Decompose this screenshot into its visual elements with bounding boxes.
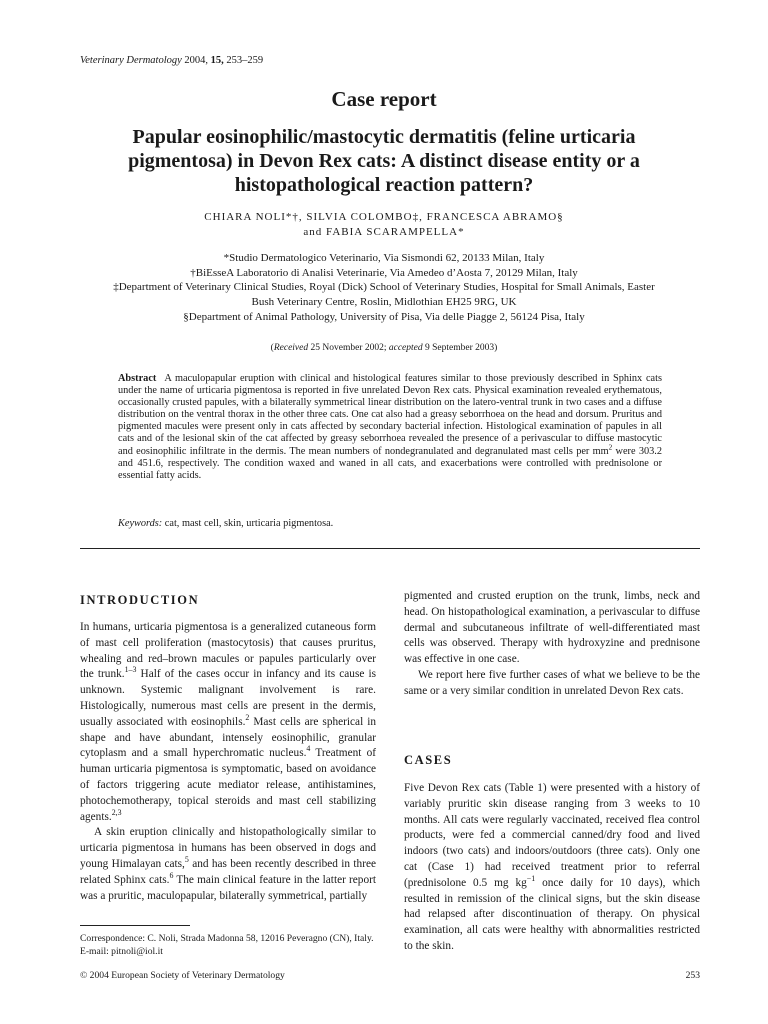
intro-text: A skin eruption clinically and histopathologically similar to urticaria pigmentosa in humans has been observed in dogs and young Himalayan cats, [80, 826, 376, 870]
page-number: 253 [685, 970, 700, 981]
intro-text: Half of the cases occur in infancy and its cause is unknown. Systemic malignant involvement is rare. Histologically, numerous mast cells are present in the dermis, usually associated with eosinophils. [80, 668, 377, 728]
intro-text: Treatment of human urticaria pigmentosa is symptomatic, based on avoidance of factors triggering acute mediator release, antihistamines, photochemotherapy, topical steroids and mast cell stabilizing agents. [80, 747, 376, 823]
introduction-continued [404, 589, 700, 700]
abstract-text: A maculopapular eruption with clinical and histological features similar to those previously described in Sphinx cats under the name of urticaria pigmentosa is reported in five unrelated Devon Rex cats. Physical examination revealed erythematous, occasionally crusted papules, with a bilaterally symmetrical linear distribution on the latero-ventral trunk in two cases and a diffuse distribution on the ventral thorax in the other three cats. One cat also had a greasy seborrhoea on the head and dorsum. Pruritus and pigmented macules were present only in cats affected by secondary bacterial infection. Histological examination of papules in all cats and of the lesional skin of the cat affected by greasy seborrhoea revealed the presence of a perivascular to diffuse mastocytic and eosinophilic infiltrate in the dermis. The mean numbers of nondegranulated and degranulated mast cells per mm [118, 373, 662, 457]
intro-text: The main clinical feature in the latter report was a pruritic, maculopapular, bilaterally symmetrical, partially [80, 873, 376, 902]
abstract-label: Abstract [118, 373, 157, 384]
authors-line-1: CHIARA NOLI*†, SILVIA COLOMBO‡, FRANCESCA ABRAMO§ [204, 211, 564, 223]
intro-text: Mast cells are spherical in shape and have abundant, intensely eosinophilic, granular cytoplasm and a small hyperchromatic nucleus. [80, 715, 376, 760]
journal-year: 2004, [184, 55, 209, 66]
intro-text: and has been recently described in three related Sphinx cats. [80, 857, 376, 886]
unit-sup: −1 [526, 874, 536, 884]
citation-sup: 5 [184, 855, 189, 865]
section-divider [80, 548, 700, 549]
authors-line-2: and FABIA SCARAMPELLA* [303, 226, 465, 238]
cases-paragraph-1 [404, 781, 700, 955]
abstract [118, 373, 662, 482]
article-title: Papular eosinophilic/mastocytic dermatitis (feline urticaria pigmentosa) in Devon Rex cats: A distinct disease entity or a histopathological reaction pattern? [128, 126, 640, 196]
received-label: Received [273, 343, 309, 353]
affiliation: §Department of Animal Pathology, University of Pisa, Via delle Piagge 2, 56124 Pisa, Italy [183, 310, 585, 323]
copyright-notice: © 2004 European Society of Veterinary Dermatology [80, 970, 285, 981]
cases-text: once daily for 10 days), which resulted in remission of the clinical signs, but the skin disease had relapsed after discontinuation of therapy. On physical examination, all cats were healthy with abnormalities restricted to the skin. [404, 876, 700, 952]
journal-name: Veterinary Dermatology [80, 55, 182, 66]
citation-sup: 1–3 [124, 665, 137, 675]
accepted-date: 9 September [425, 343, 473, 353]
correspondence-note: Correspondence: C. Noli, Strada Madonna 58, 12016 Peveragno (CN), Italy. E-mail: pitnoli@iol.it [80, 933, 374, 957]
abstract-text-end: were 303.2 and 451.6, respectively. The condition waxed and waned in all cats, and exacerbations were controlled with prednisolone or essential fatty acids. [118, 445, 663, 481]
introduction-heading: INTRODUCTION [80, 593, 200, 607]
cases-column [404, 781, 700, 955]
keywords-text: cat, mast cell, skin, urticaria pigmentosa. [162, 518, 334, 529]
citation-sup: 6 [169, 870, 174, 880]
intro-paragraph-3: We report here five further cases of what we believe to be the same or a very similar condition in unrelated Devon Rex cats. [404, 668, 700, 697]
accepted-year: 2003) [475, 343, 498, 353]
journal-pages: 253–259 [226, 55, 264, 66]
section-label: Case report [331, 87, 437, 111]
accepted-label: accepted [388, 343, 423, 353]
footnote-divider [80, 925, 190, 926]
journal-volume: 15, [210, 55, 224, 66]
intro-text: In humans, urticaria pigmentosa is a generalized cutaneous form of mast cell proliferation (mastocytosis) that causes pruritus, whealing and red–brown macules or papules particularly over the trunk. [80, 621, 376, 681]
keywords-label: Keywords: [118, 518, 163, 529]
citation-sup: 2,3 [111, 807, 122, 817]
affiliation: †BiEsseA Laboratorio di Analisi Veterinarie, Via Amedeo d’Aosta 7, 20129 Milan, Italy [190, 266, 578, 279]
intro-continuation: pigmented and crusted eruption on the trunk, limbs, neck and head. On histopathological examination, a perivascular to diffuse dermal and subcutaneous infiltrate of well-differentiated mast cells was observed. Therapy with hydroxyzine and prednisone was effective in one case. [404, 590, 700, 666]
introduction-column [80, 620, 376, 904]
intro-paragraph-2 [80, 825, 376, 904]
affiliations [110, 251, 658, 325]
received-dates [0, 343, 768, 353]
affiliation: ‡Department of Veterinary Clinical Studies, Royal (Dick) School of Veterinary Studies, Hospital for Small Animals, Easter Bush Veterinary Centre, Roslin, Midlothian EH25 9RG, UK [113, 281, 655, 309]
affiliation: *Studio Dermatologico Veterinario, Via Sismondi 62, 20133 Milan, Italy [223, 252, 545, 264]
citation-sup: 4 [306, 744, 311, 754]
intro-paragraph-1 [80, 620, 376, 825]
received-paren: ( [270, 343, 274, 353]
citation-sup: 2 [245, 713, 250, 723]
journal-citation [80, 55, 263, 66]
cases-text: Five Devon Rex cats (Table 1) were presented with a history of variably pruritic skin disease ranging from 3 weeks to 10 months. All cats were regularly vaccinated, received flea control products, were fed a commercial canned/dry food and lived indoors (two cats) and indoors/outdoors (three cats). Only one cat (Case 1) had received treatment prior to referral (prednisolone 0.5 mg kg [404, 782, 700, 889]
abstract-sup: 2 [608, 443, 613, 452]
received-date: 25 November 2002; [310, 343, 387, 353]
cases-heading: CASES [404, 753, 453, 767]
authors [80, 210, 688, 240]
keywords [118, 518, 662, 529]
